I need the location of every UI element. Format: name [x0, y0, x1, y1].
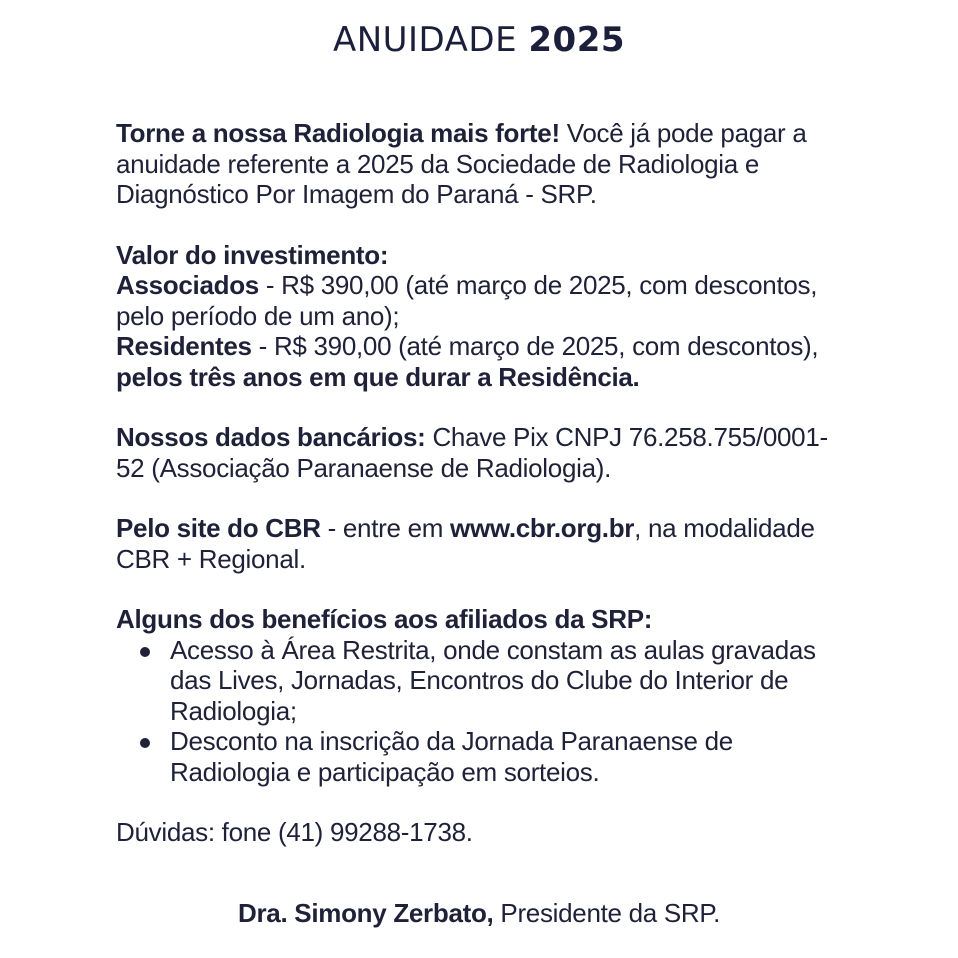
associados-label: Associados — [116, 270, 259, 300]
associados-text: - R$ 390,00 (até março de 2025, com descontos, pelo período de um ano); — [116, 270, 818, 331]
site-paragraph — [116, 513, 846, 574]
signature-line — [0, 898, 958, 928]
signature-name: Dra. Simony Zerbato, — [237, 898, 494, 928]
list-item — [170, 635, 846, 727]
intro-bold: Torne a nossa Radiologia mais forte! — [116, 118, 560, 148]
title-year: 2025 — [528, 20, 626, 60]
pricing-heading-text: Valor do investimento: — [116, 239, 389, 270]
benefit-text: Acesso à Área Restrita, onde constam as aulas gravadas das Lives, Jornadas, Encontros do Clube do Interior de Radiologia; — [170, 634, 816, 726]
site-label: Pelo site do CBR — [116, 513, 321, 543]
benefits-heading — [116, 604, 846, 635]
bullet-icon — [140, 738, 150, 748]
title-prefix: ANUIDADE — [332, 20, 518, 60]
bank-paragraph — [116, 422, 846, 483]
announcement-body — [116, 118, 846, 848]
bank-text: Chave Pix CNPJ 76.258.755/0001-52 (Associação Paranaense de Radiologia). — [116, 422, 828, 483]
bank-label: Nossos dados bancários: — [116, 422, 426, 452]
intro-paragraph — [116, 118, 846, 210]
benefit-text: Desconto na inscrição da Jornada Paranaense de Radiologia e participação em sorteios. — [170, 726, 733, 787]
list-item — [170, 726, 846, 787]
site-url: www.cbr.org.br — [450, 513, 635, 543]
site-text-2: , na modalidade CBR + Regional. — [116, 513, 815, 574]
signature-role: Presidente da SRP. — [493, 898, 721, 928]
benefits-heading-text: Alguns dos benefícios aos afiliados da SRP: — [116, 604, 653, 634]
page-title — [0, 20, 958, 60]
residentes-label: Residentes — [116, 331, 252, 361]
contact-line: Dúvidas: fone (41) 99288-1738. — [116, 817, 473, 847]
benefits-list — [116, 635, 846, 788]
pricing-associados — [116, 270, 846, 331]
residentes-bold: pelos três anos em que durar a Residência. — [116, 361, 640, 392]
site-text-1: - entre em — [320, 513, 451, 543]
pricing-heading — [116, 240, 846, 271]
bullet-icon — [140, 647, 150, 657]
pricing-residentes — [116, 331, 846, 392]
residentes-text: - R$ 390,00 (até março de 2025, com descontos), — [251, 331, 819, 361]
intro-text: Você já pode pagar a anuidade referente a 2025 da Sociedade de Radiologia e Diagnóstico Por Imagem do Paraná - SRP. — [116, 118, 807, 209]
